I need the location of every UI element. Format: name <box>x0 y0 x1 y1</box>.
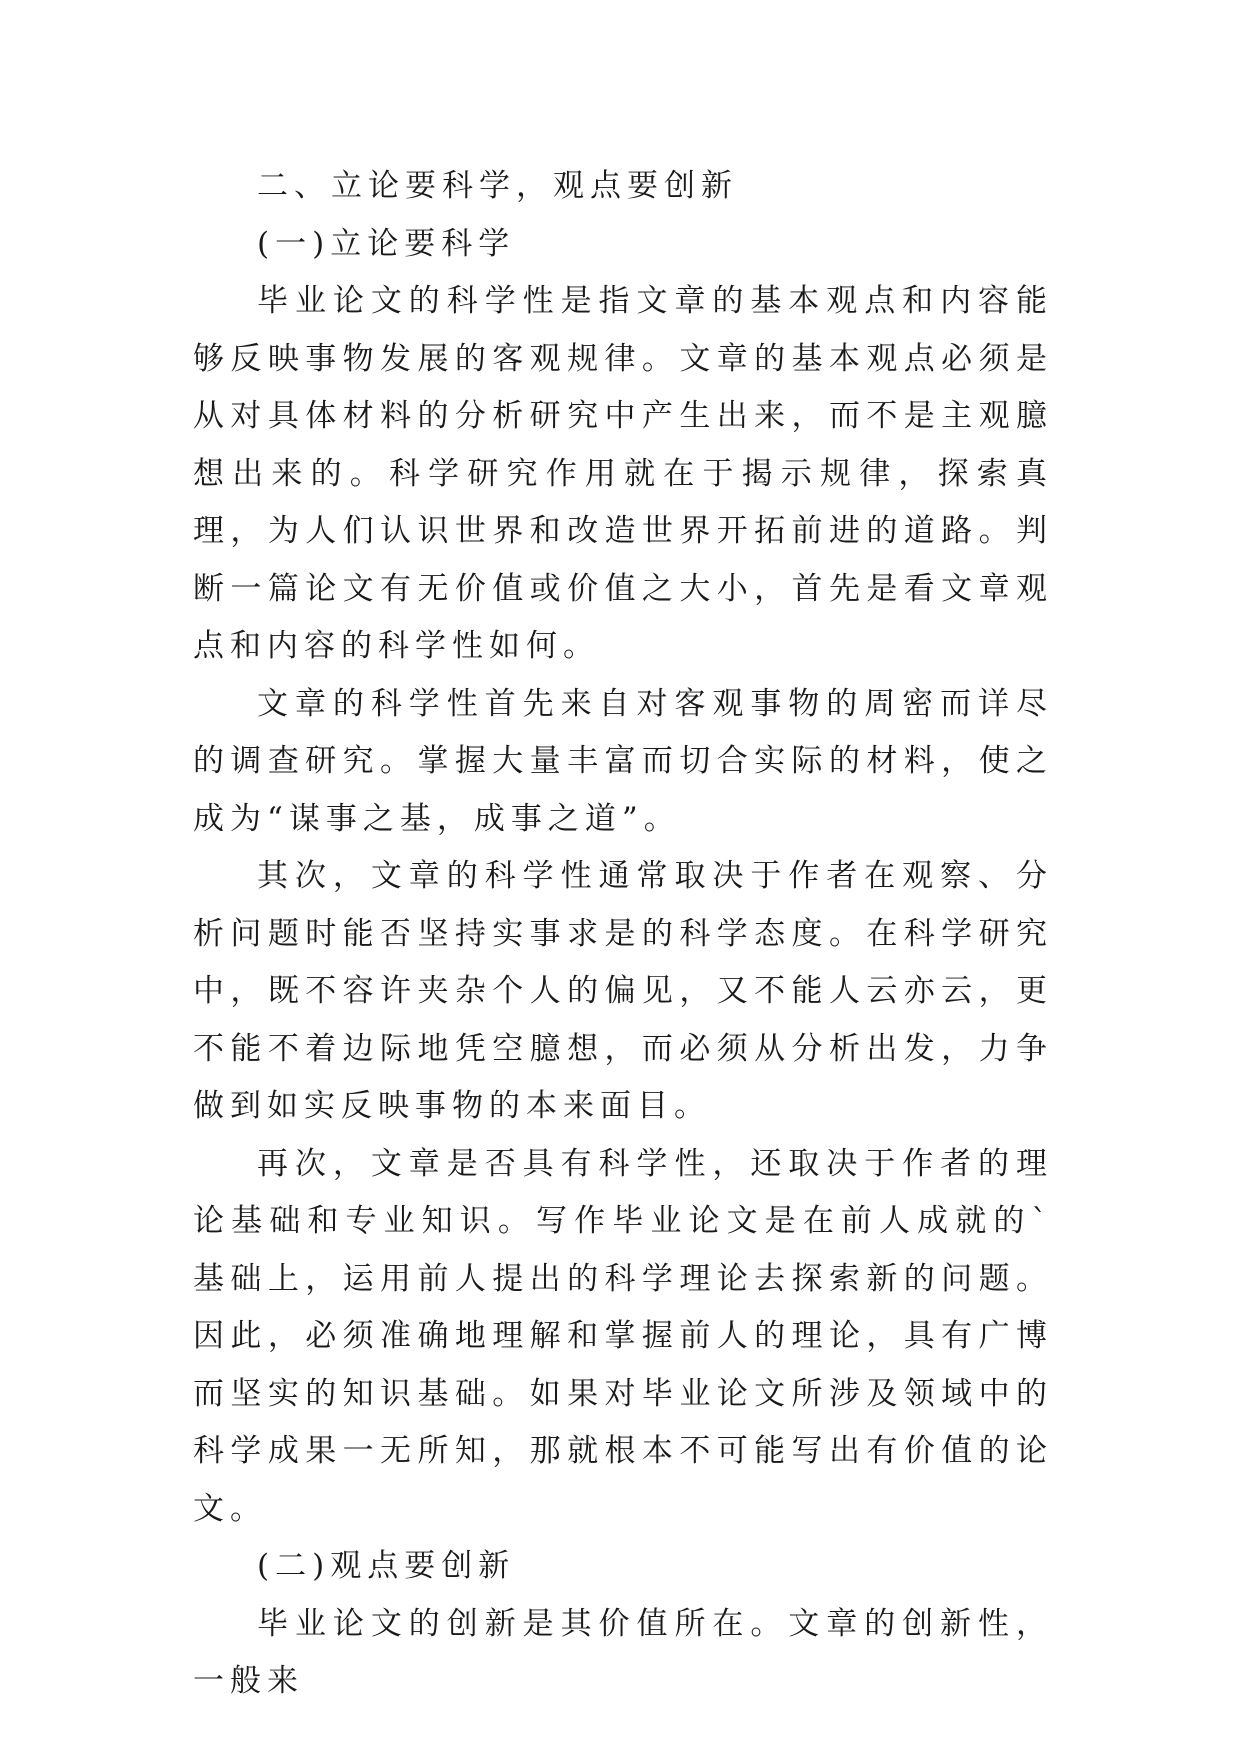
body-paragraph-4: 再次，文章是否具有科学性，还取决于作者的理论基础和专业知识。写作毕业论文是在前人成就的`基础上，运用前人提出的科学理论去探索新的问题。因此，必须准确地理解和掌握前人的理论，具有广博而坚实的知识基础。如果对毕业论文所涉及领域中的科学成果一无所知，那就根本不可能写出有价值的论文。 <box>193 1145 1053 1527</box>
body-paragraph-1: 毕业论文的科学性是指文章的基本观点和内容能够反映事物发展的客观规律。文章的基本观点必须是从对具体材料的分析研究中产生出来，而不是主观臆想出来的。科学研究作用就在于揭示规律，探索真理，为人们认识世界和改造世界开拓前进的道路。判断一篇论文有无价值或价值之大小，首先是看文章观点和内容的科学性如何。 <box>193 283 1053 664</box>
document-body <box>193 158 1053 1711</box>
body-paragraph-5: 毕业论文的创新是其价值所在。文章的创新性，一般来 <box>193 1605 1053 1699</box>
body-paragraph-3: 其次，文章的科学性通常取决于作者在观察、分析问题时能否坚持实事求是的科学态度。在科学研究中，既不容许夹杂个人的偏见，又不能人云亦云，更不能不着边际地凭空臆想，而必须从分析出发，力争做到如实反映事物的本来面目。 <box>193 858 1053 1124</box>
body-paragraph-2: 文章的科学性首先来自对客观事物的周密而详尽的调查研究。掌握大量丰富而切合实际的材料，使之成为“谋事之基，成事之道”。 <box>193 685 1053 837</box>
subsection-heading-2: (二)观点要创新 <box>257 1548 516 1584</box>
section-heading: 二、立论要科学，观点要创新 <box>257 168 738 204</box>
subsection-heading-1: (一)立论要科学 <box>257 225 516 262</box>
